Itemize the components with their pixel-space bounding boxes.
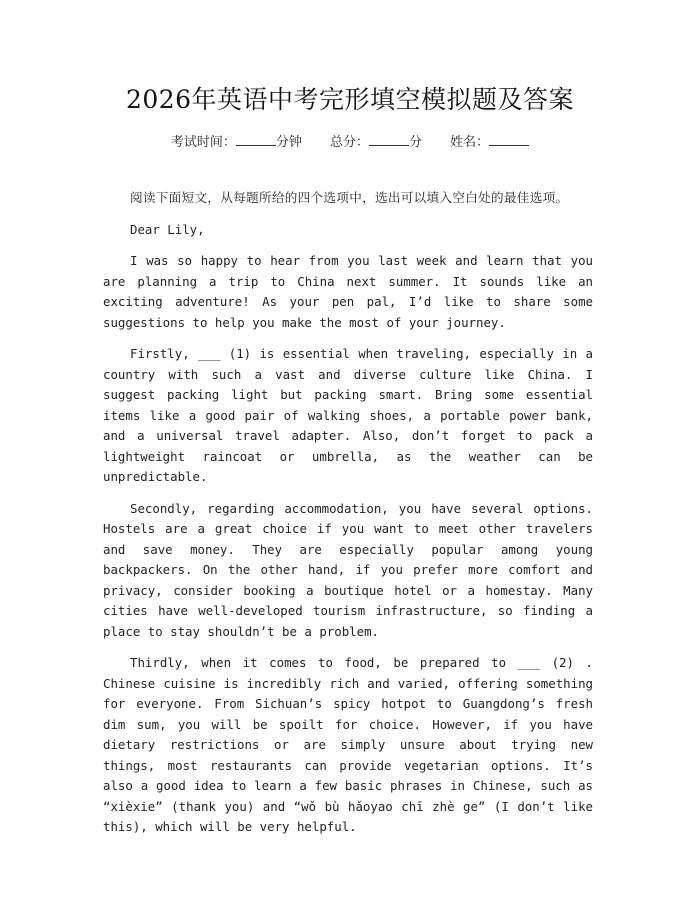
time-label: 考试时间：: [170, 135, 236, 150]
paragraph-1: I was so happy to hear from you last week and learn that you are planning a trip to China next summer. It sounds like an exciting adventure! As your pen pal, I’d like to share some suggestions to help you make the most of your journey.: [103, 253, 593, 330]
passage: [103, 188, 593, 849]
exam-meta: [0, 131, 700, 150]
name-blank[interactable]: [489, 135, 529, 146]
time-unit: 分钟: [275, 135, 302, 150]
score-field: [330, 135, 426, 150]
time-blank[interactable]: [236, 135, 276, 146]
greeting: Dear Lily,: [130, 221, 205, 237]
paragraph-4: Thirdly, when it comes to food, be prepared to ___ (2) . Chinese cuisine is incredibly rich and varied, offering something for everyone. From Sichuan’s spicy hotpot to Guangdong’s fresh dim sum, you will be spoilt for choice. However, if you have dietary restrictions or are simply unsure about trying new things, most restaurants can provide vegetarian options. It’s also a good idea to learn a few basic phrases in Chinese, such as “xièxie” (thank you) and “wǒ bù hǎoyao chī zhè ge” (I don’t like this), which will be very helpful.: [103, 655, 593, 834]
score-blank[interactable]: [369, 135, 409, 146]
name-label: 姓名：: [450, 135, 490, 150]
instruction: 阅读下面短文，从每题所给的四个选项中，选出可以填入空白处的最佳选项。: [130, 190, 569, 205]
score-label: 总分：: [329, 135, 369, 150]
page-title: 2026年英语中考完形填空模拟题及答案: [125, 85, 575, 114]
time-field: [171, 135, 306, 150]
name-field: [450, 135, 529, 150]
paragraph-2: Firstly, ___ (1) is essential when traveling, especially in a country with such a vast and diverse culture like China. I suggest packing light but packing smart. Bring some essential items like a good pair of walking shoes, a portable power bank, and a universal travel adapter. Also, don’t forget to pack a lightweight raincoat or umbrella, as the weather can be unpredictable.: [103, 346, 593, 484]
paragraph-3: Secondly, regarding accommodation, you have several options. Hostels are a great choice if you want to meet other travelers and save money. They are especially popular among young backpackers. On the other hand, if you prefer more comfort and privacy, consider booking a boutique hotel or a homestay. Many cities have well-developed tourism infrastructure, so finding a place to stay shouldn’t be a problem.: [103, 500, 593, 639]
score-unit: 分: [409, 135, 423, 150]
